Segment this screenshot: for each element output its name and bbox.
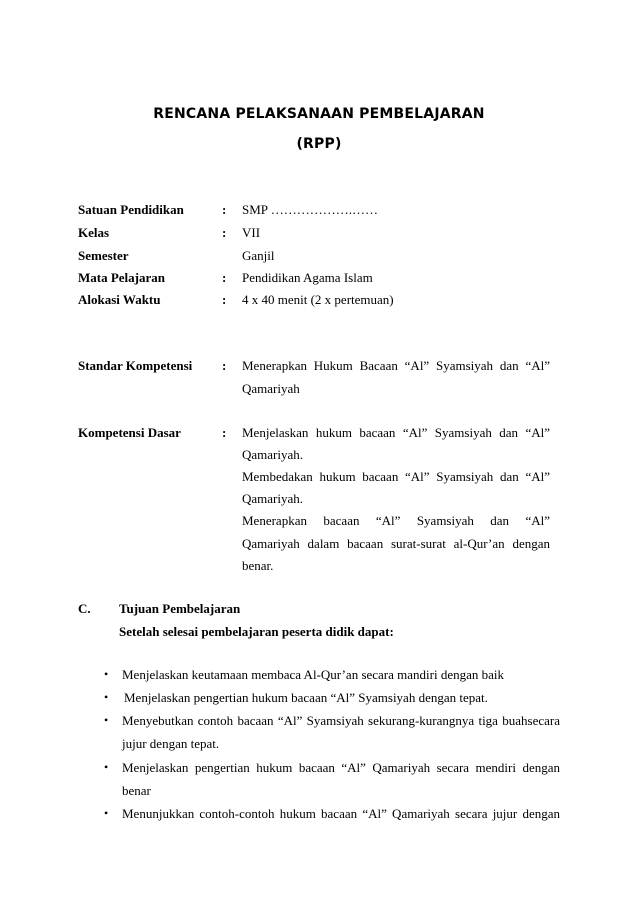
list-item: Menjelaskan pengertian hukum bacaan “Al” Syamsiyah dengan tepat.	[124, 690, 488, 705]
identity-label-alokasi: Alokasi Waktu	[78, 292, 161, 307]
kompetensi-line-7: benar.	[242, 558, 274, 573]
standar-line-1: Menerapkan Hukum Bacaan “Al” Syamsiyah dan “Al”	[242, 358, 550, 373]
bullet-icon: •	[104, 760, 109, 774]
identity-label-satuan: Satuan Pendidikan	[78, 202, 184, 217]
identity-label-semester: Semester	[78, 248, 129, 263]
kompetensi-line-5: Menerapkan bacaan “Al” Syamsiyah dan “Al”	[242, 513, 550, 528]
standar-kompetensi-label: Standar Kompetensi	[78, 358, 193, 373]
list-item: Menjelaskan pengertian hukum bacaan “Al” Qamariyah secara mendiri dengan	[122, 760, 560, 775]
identity-value-mapel: Pendidikan Agama Islam	[242, 270, 373, 285]
tujuan-intro: Setelah selesai pembelajaran peserta didik dapat:	[119, 624, 394, 639]
list-item: Menunjukkan contoh-contoh hukum bacaan “Al” Qamariyah secara jujur dengan	[122, 806, 560, 821]
bullet-icon: •	[104, 690, 109, 704]
bullet-icon: •	[104, 667, 109, 681]
identity-value-satuan: SMP ……………….……	[242, 202, 379, 217]
identity-colon: :	[222, 270, 227, 285]
section-letter: C.	[78, 601, 91, 616]
kompetensi-line-1: Menjelaskan hukum bacaan “Al” Syamsiyah dan “Al”	[242, 425, 550, 440]
standar-colon: :	[222, 358, 227, 373]
identity-label-mapel: Mata Pelajaran	[78, 270, 166, 285]
identity-label-kelas: Kelas	[78, 225, 110, 240]
identity-value-kelas: VII	[242, 225, 261, 240]
document-subtitle: (RPP)	[296, 136, 342, 152]
list-item: Menyebutkan contoh bacaan “Al” Syamsiyah sekurang-kurangnya tiga buahsecara	[122, 713, 560, 728]
bullet-icon: •	[104, 806, 109, 820]
list-item-continuation: benar	[122, 783, 151, 798]
list-item: Menjelaskan keutamaan membaca Al-Qur’an secara mandiri dengan baik	[122, 667, 505, 682]
identity-value-semester: Ganjil	[242, 248, 275, 263]
identity-colon: :	[222, 292, 227, 307]
tujuan-heading: Tujuan Pembelajaran	[119, 601, 241, 616]
kompetensi-line-6: Qamariyah dalam bacaan surat-surat al-Qur’an dengan	[242, 536, 550, 551]
identity-value-alokasi: 4 x 40 menit (2 x pertemuan)	[242, 292, 394, 307]
identity-colon: :	[222, 202, 227, 217]
kompetensi-line-2: Qamariyah.	[242, 447, 304, 462]
kompetensi-dasar-label: Kompetensi Dasar	[78, 425, 181, 440]
bullet-icon: •	[104, 713, 109, 727]
kompetensi-line-3: Membedakan hukum bacaan “Al” Syamsiyah dan “Al”	[242, 469, 550, 484]
list-item-continuation: jujur dengan tepat.	[122, 736, 220, 751]
document-title: RENCANA PELAKSANAAN PEMBELAJARAN	[153, 106, 485, 122]
identity-colon: :	[222, 225, 227, 240]
kompetensi-line-4: Qamariyah.	[242, 491, 304, 506]
standar-line-2: Qamariyah	[242, 381, 300, 396]
kompetensi-colon: :	[222, 425, 227, 440]
